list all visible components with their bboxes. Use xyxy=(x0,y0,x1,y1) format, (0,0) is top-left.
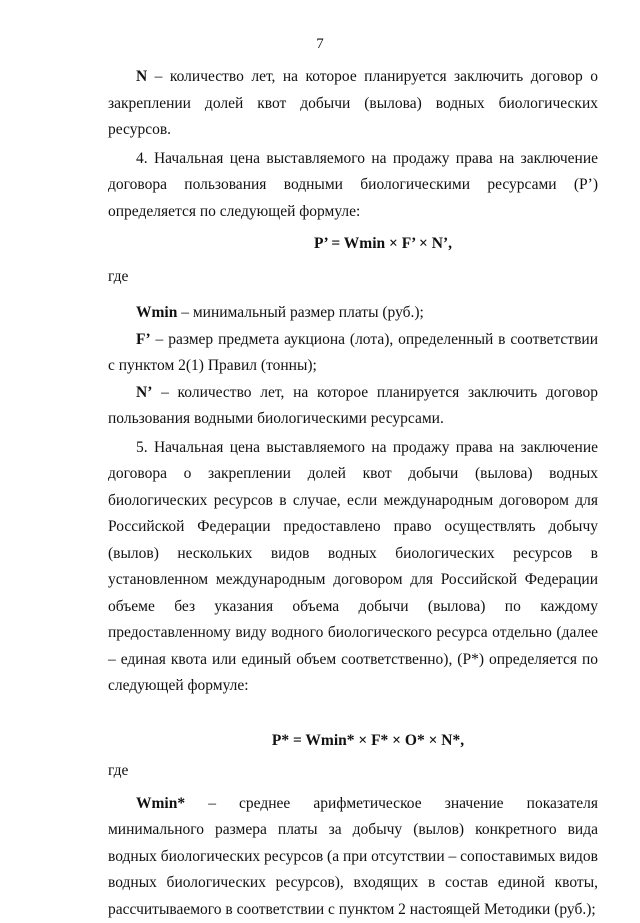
definition-wmin-star: – среднее арифметическое значение показателя минимального размера платы за добычу (вылов) конкретного вида водных биологических ресурсов (а при отсутствии – сопоставимых видов водных биологических ресурсов), входящих в состав единой квоты, рассчитываемого в соответствии с пунктом 2 настоящей Методики (руб.); xyxy=(108,795,598,918)
spacer xyxy=(108,290,598,300)
paragraph-n-definition xyxy=(108,64,598,144)
formula-p-prime: P’ = Wmin × F’ × N’, xyxy=(108,231,598,258)
where-label-2 xyxy=(108,758,598,785)
definition-n-prime: – количество лет, на которое планируется заключить договор пользования водными биологическими ресурсами. xyxy=(108,384,598,428)
where-text-1: где xyxy=(108,268,128,285)
paragraph-n-prime-definition xyxy=(108,380,598,433)
paragraph-item-4: 4. Начальная цена выставляемого на продажу права на заключение договора пользования водными биологическими ресурсами (P’) определяется по следующей формуле: xyxy=(108,146,598,226)
term-wmin-star: Wmin* xyxy=(136,795,185,812)
definition-n: – количество лет, на которое планируется заключить договор о закреплении долей квот добычи (вылова) водных биологических ресурсов. xyxy=(108,68,598,138)
term-n-prime: N’ xyxy=(136,384,152,401)
paragraph-wmin-star-definition xyxy=(108,791,598,923)
page-number: 7 xyxy=(0,36,640,53)
where-text-2: где xyxy=(108,762,128,779)
paragraph-f-definition xyxy=(108,327,598,380)
paragraph-item-5: 5. Начальная цена выставляемого на продажу права на заключение договора о закреплении долей квот добычи (вылова) водных биологических ресурсов в случае, если международным договором для Российской Федерации предоставлено право осуществлять добычу (вылов) нескольких видов водных биологических ресурсов в установленном международным договором для Российской Федерации объеме без указания объема добычи (вылова) по каждому предоставленному виду водного биологического ресурса отдельно (далее – единая квота или единый объем соответственно), (P*) определяется по следующей формуле: xyxy=(108,435,598,700)
definition-f-prime: – размер предмета аукциона (лота), определенный в соответствии с пунктом 2(1) Правил (тонны); xyxy=(108,331,598,375)
formula-p-star: P* = Wmin* × F* × O* × N*, xyxy=(108,728,598,755)
document-body xyxy=(108,64,598,923)
term-n: N xyxy=(136,68,147,85)
term-wmin: Wmin xyxy=(136,304,177,321)
definition-wmin: – минимальный размер платы (руб.); xyxy=(177,304,424,321)
term-f-prime: F’ xyxy=(136,331,151,348)
paragraph-wmin-definition xyxy=(108,300,598,327)
where-label-1 xyxy=(108,264,598,291)
